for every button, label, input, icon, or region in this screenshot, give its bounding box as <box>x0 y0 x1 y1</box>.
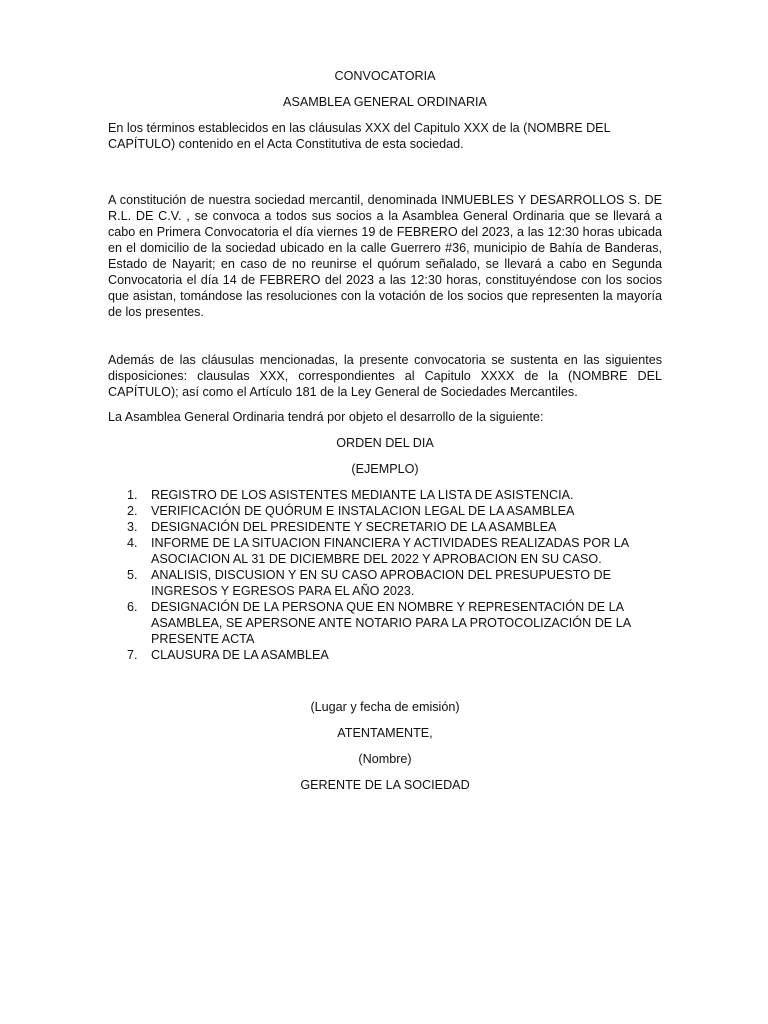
agenda-item <box>127 487 662 503</box>
agenda-item <box>127 647 662 663</box>
agenda-item-text: ANALISIS, DISCUSION Y EN SU CASO APROBACION DEL PRESUPUESTO DE INGRESOS Y EGRESOS PARA EL AÑO 2023. <box>151 568 612 598</box>
agenda-item-number: 6. <box>127 600 138 614</box>
agenda-item-number: 1. <box>127 488 138 502</box>
agenda-item-number: 7. <box>127 648 138 662</box>
agenda-item-text: CLAUSURA DE LA ASAMBLEA <box>151 648 329 662</box>
legal-paragraph: Además de las cláusulas mencionadas, la presente convocatoria se sustenta en las siguientes disposiciones: clausulas XXX, correspondientes al Capitulo XXXX de la (NOMBRE DEL CAPÍTULO); así como el Artículo 181 de la Ley General de Sociedades Mercantiles. <box>108 353 662 399</box>
agenda-item-number: 2. <box>127 504 138 518</box>
agenda-item <box>127 535 662 567</box>
agenda-list <box>108 487 662 663</box>
agenda-item-number: 5. <box>127 568 138 582</box>
agenda-item <box>127 519 662 535</box>
document-title: CONVOCATORIA <box>334 69 436 83</box>
closing-salutation: ATENTAMENTE, <box>337 726 433 740</box>
signer-name: (Nombre) <box>358 752 412 766</box>
agenda-item-text: REGISTRO DE LOS ASISTENTES MEDIANTE LA LISTA DE ASISTENCIA. <box>151 488 574 502</box>
place-date: (Lugar y fecha de emisión) <box>310 700 460 714</box>
intro-paragraph: En los términos establecidos en las cláusulas XXX del Capitulo XXX de la (NOMBRE DEL CAPÍTULO) contenido en el Acta Constitutiva de esta sociedad. <box>108 121 611 151</box>
agenda-item-text: VERIFICACIÓN DE QUÓRUM E INSTALACION LEGAL DE LA ASAMBLEA <box>151 504 575 518</box>
signer-role: GERENTE DE LA SOCIEDAD <box>300 778 470 792</box>
document-subtitle: ASAMBLEA GENERAL ORDINARIA <box>283 95 487 109</box>
agenda-item-text: INFORME DE LA SITUACION FINANCIERA Y ACTIVIDADES REALIZADAS POR LA ASOCIACION AL 31 DE DICIEMBRE DEL 2022 Y APROBACION EN SU CASO. <box>151 536 629 566</box>
agenda-item <box>127 567 662 599</box>
agenda-item-number: 4. <box>127 536 138 550</box>
objective-paragraph: La Asamblea General Ordinaria tendrá por objeto el desarrollo de la siguiente: <box>108 410 544 424</box>
agenda-item-text: DESIGNACIÓN DE LA PERSONA QUE EN NOMBRE Y REPRESENTACIÓN DE LA ASAMBLEA, SE APERSONE ANTE NOTARIO PARA LA PROTOCOLIZACIÓN DE LA PRESENTE ACTA <box>151 600 631 646</box>
agenda-item <box>127 599 662 647</box>
agenda-title: ORDEN DEL DIA <box>336 436 434 450</box>
agenda-note: (EJEMPLO) <box>351 462 419 476</box>
agenda-item-text: DESIGNACIÓN DEL PRESIDENTE Y SECRETARIO DE LA ASAMBLEA <box>151 520 557 534</box>
agenda-item-number: 3. <box>127 520 138 534</box>
document-body <box>108 68 662 793</box>
main-paragraph: A constitución de nuestra sociedad mercantil, denominada INMUEBLES Y DESARROLLOS S. DE R.L. DE C.V. , se convoca a todos sus socios a la Asamblea General Ordinaria que se llevará a cabo en Primera Convocatoria el día viernes 19 de FEBRERO del 2023, a las 12:30 horas ubicada en el domicilio de la sociedad ubicado en la calle Guerrero #36, municipio de Bahía de Banderas, Estado de Nayarit; en caso de no reunirse el quórum señalado, se llevará a cabo en Segunda Convocatoria el día 14 de FEBRERO del 2023 a las 12:30 horas, constituyéndose con los socios que asistan, tomándose las resoluciones con la votación de los socios que representen la mayoría de los presentes. <box>108 193 662 319</box>
agenda-item <box>127 503 662 519</box>
